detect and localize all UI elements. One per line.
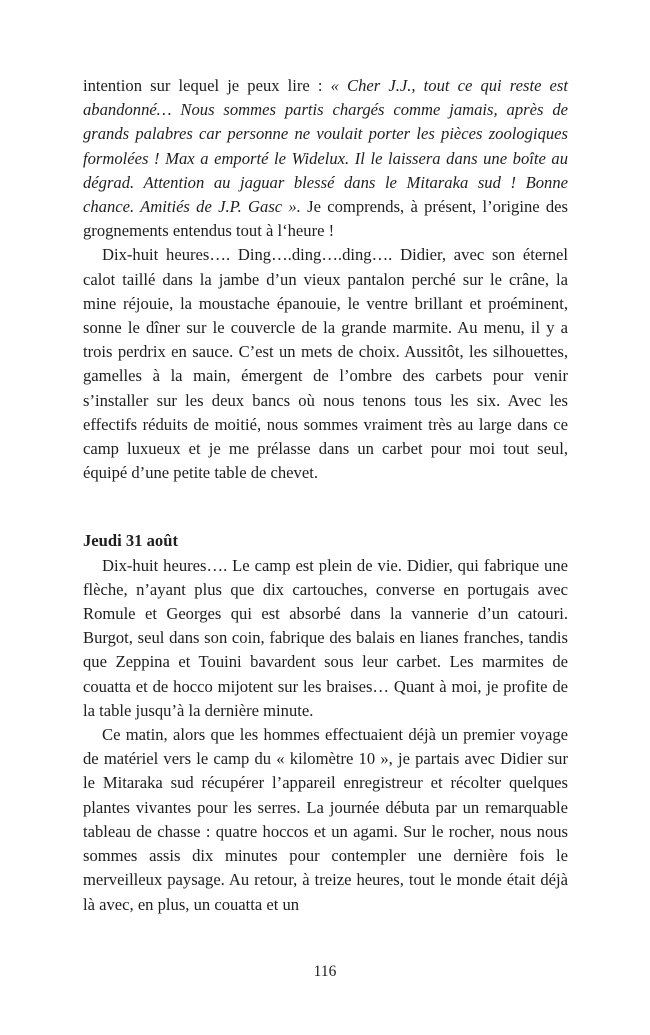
paragraph-1-lead: intention sur lequel je peux lire :: [83, 76, 331, 95]
page-body: [83, 74, 568, 917]
paragraph-1: [83, 74, 568, 243]
paragraph-2: Dix-huit heures…. Ding….ding….ding…. Didier, avec son éternel calot taillé dans la jambe d’un vieux pantalon perché sur le crâne, la mine réjouie, la moustache épanouie, le ventre brillant et proéminent, sonne le dîner sur le couvercle de la grande marmite. Au menu, il y a trois perdrix en sauce. C’est un mets de choix. Aussitôt, les silhouettes, gamelles à la main, émergent de l’ombre des carbets pour venir s’installer sur les deux bancs où nous tenons tous les six. Avec les effectifs réduits de moitié, nous sommes vraiment très au large dans ce camp luxueux et je me prélasse dans un carbet pour moi tout seul, équipé d’une petite table de chevet.: [83, 245, 568, 483]
section-heading: Jeudi 31 août: [83, 531, 178, 551]
paragraph-3: Dix-huit heures…. Le camp est plein de vie. Didier, qui fabrique une flèche, n’ayant plus que dix cartouches, converse en portugais avec Romule et Georges qui est absorbé dans la vannerie d’un catouri. Burgot, seul dans son coin, fabrique des balais en lianes franches, tandis que Zeppina et Touini bavardent sous leur carbet. Les marmites de couatta et de hocco mijotent sur les braises… Quant à moi, je profite de la table jusqu’à la dernière minute.: [83, 555, 568, 720]
paragraph-4: Ce matin, alors que les hommes effectuaient déjà un premier voyage de matériel vers le camp du « kilomètre 10 », je partais avec Didier sur le Mitaraka sud récupérer l’appareil enregistreur et récolter quelques plantes vivantes pour les serres. La journée débuta par un remarquable tableau de chasse : quatre hoccos et un agami. Sur le rocher, nous nous sommes assis dix minutes pour contempler une dernière fois le merveilleux paysage. Au retour, à treize heures, tout le monde était déjà là avec, en plus, un couatta et un: [83, 725, 568, 914]
note-quote: « Cher J.J., tout ce qui reste est abandonné… Nous sommes partis chargés comme jamais, après de grands palabres car personne ne voulait porter les pièces zoologiques formolées ! Max a emporté le Widelux. Il le laissera dans une boîte au dégrad. Attention au jaguar blessé dans le Mitaraka sud ! Bonne chance. Amitiés de J.P. Gasc ».: [83, 76, 568, 217]
page-number: 116: [313, 963, 337, 980]
paragraph-1-tail: Je comprends, à présent, l’origine des grognements entendus tout à l‘heure !: [83, 197, 569, 241]
